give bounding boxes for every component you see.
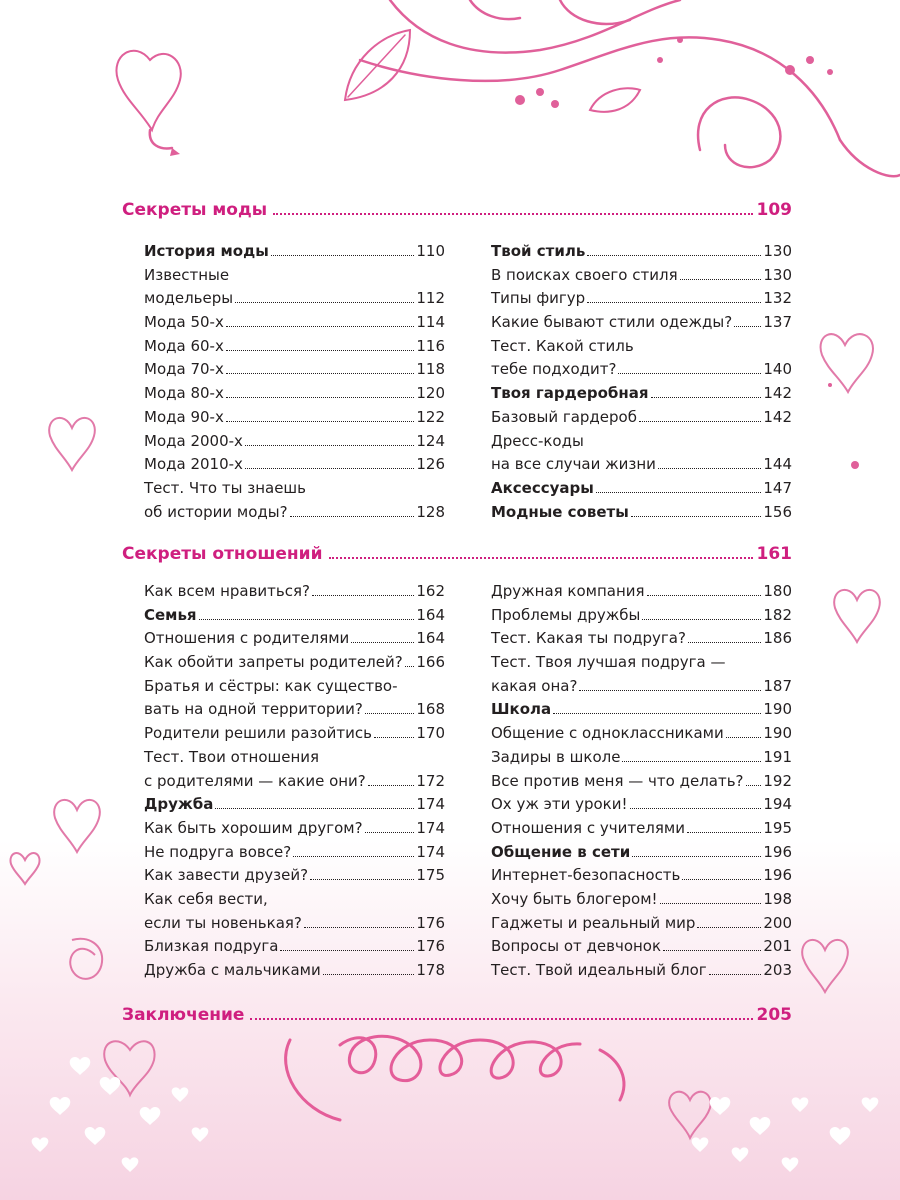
entry-title: Какие бывают стили одежды? xyxy=(491,313,733,332)
entry-page-number: 195 xyxy=(763,818,792,837)
leader-dots xyxy=(405,666,415,667)
toc-entry[interactable] xyxy=(491,455,792,479)
entry-title: Отношения с учителями xyxy=(491,818,685,837)
entry-title: Вопросы от девчонок xyxy=(491,937,662,956)
entry-title: Тест. Какой стиль xyxy=(491,336,634,355)
leader-dots xyxy=(280,950,414,951)
entry-title: об истории моды? xyxy=(144,502,288,521)
toc-entry[interactable] xyxy=(491,961,792,985)
section-heading[interactable] xyxy=(122,544,792,574)
toc-entry[interactable] xyxy=(144,503,445,527)
entry-title: Родители решили разойтись xyxy=(144,724,372,743)
toc-entry[interactable] xyxy=(491,937,792,961)
entry-page-number: 156 xyxy=(763,502,792,521)
leader-dots xyxy=(368,785,415,786)
toc-entry xyxy=(491,432,792,456)
entry-title: Как всем нравиться? xyxy=(144,582,310,600)
leader-dots xyxy=(587,255,761,256)
entry-title: Братья и сёстры: как существо- xyxy=(144,676,398,695)
entry-title: Дружба с мальчиками xyxy=(144,961,321,979)
entry-title: Тест. Твоя лучшая подруга — xyxy=(491,653,726,672)
entry-page-number: 114 xyxy=(416,313,445,332)
toc-entry[interactable] xyxy=(491,772,792,796)
entry-title: Тест. Что ты знаешь xyxy=(144,478,306,497)
entry-title: Школа xyxy=(491,700,552,719)
toc-entry[interactable] xyxy=(491,914,792,938)
toc-subheading[interactable] xyxy=(144,795,445,819)
leader-dots xyxy=(323,974,415,975)
leader-dots xyxy=(746,785,762,786)
toc-entry[interactable] xyxy=(144,432,445,456)
leader-dots xyxy=(312,595,414,596)
leader-dots xyxy=(642,619,761,620)
entry-title: Дресс-коды xyxy=(491,431,584,450)
toc-subheading[interactable] xyxy=(491,700,792,724)
toc-entry[interactable] xyxy=(144,629,445,653)
toc-section-fashion xyxy=(122,200,792,521)
toc-entry[interactable] xyxy=(491,866,792,890)
entry-title: Дружба xyxy=(144,795,214,814)
entry-page-number: 176 xyxy=(416,937,445,956)
toc-entry[interactable] xyxy=(144,866,445,890)
toc-entry xyxy=(144,890,445,914)
entry-page-number: 164 xyxy=(416,605,445,624)
leader-dots xyxy=(587,302,761,303)
leader-dots xyxy=(596,492,762,493)
leader-dots xyxy=(682,879,761,880)
toc-subheading[interactable] xyxy=(144,242,445,266)
toc-entry[interactable] xyxy=(144,724,445,748)
toc-entry[interactable] xyxy=(491,677,792,701)
section-page-number: 161 xyxy=(756,544,792,564)
section-page-number: 205 xyxy=(756,1005,792,1025)
toc-entry[interactable] xyxy=(144,914,445,938)
leader-dots xyxy=(290,516,415,517)
toc-entry[interactable] xyxy=(144,360,445,384)
entry-page-number: 124 xyxy=(416,431,445,450)
section-title: Секреты моды xyxy=(122,200,268,220)
leader-dots xyxy=(271,255,415,256)
entry-title: Дружная компания xyxy=(491,582,645,600)
entry-title: Типы фигур xyxy=(491,289,586,308)
leader-dots xyxy=(245,468,414,469)
entry-title: Как обойти запреты родителей? xyxy=(144,653,403,672)
entry-page-number: 198 xyxy=(763,889,792,908)
entry-title: Как завести друзей? xyxy=(144,866,309,885)
entry-page-number: 120 xyxy=(416,384,445,403)
toc-entry xyxy=(144,479,445,503)
leader-dots xyxy=(709,974,762,975)
toc-entry[interactable] xyxy=(491,795,792,819)
entry-title: В поисках своего стиля xyxy=(491,265,678,284)
entry-page-number: 164 xyxy=(416,629,445,648)
entry-title: какая она? xyxy=(491,676,578,695)
toc-entry[interactable] xyxy=(491,606,792,630)
entry-page-number: 203 xyxy=(763,961,792,979)
entry-title: Как быть хорошим другом? xyxy=(144,818,363,837)
toc-column-right xyxy=(491,582,792,985)
leader-dots xyxy=(660,903,762,904)
toc-entry xyxy=(144,266,445,290)
toc-entry[interactable] xyxy=(144,408,445,432)
leader-dots xyxy=(293,856,414,857)
entry-title: на все случаи жизни xyxy=(491,455,656,474)
toc-entry[interactable] xyxy=(144,653,445,677)
leader-dots xyxy=(734,326,761,327)
leader-dots xyxy=(226,373,415,374)
leader-dots xyxy=(553,713,761,714)
leader-dots xyxy=(658,468,761,469)
entry-page-number: 166 xyxy=(416,653,445,672)
entry-title: Тест. Твои отношения xyxy=(144,747,320,766)
entry-page-number: 192 xyxy=(763,771,792,790)
entry-page-number: 174 xyxy=(416,842,445,861)
toc-entry[interactable] xyxy=(491,266,792,290)
toc-entry[interactable] xyxy=(144,700,445,724)
entry-title: Ох уж эти уроки! xyxy=(491,795,628,814)
entry-title: Мода 2000-х xyxy=(144,431,243,450)
entry-page-number: 194 xyxy=(763,795,792,814)
entry-title: Базовый гардероб xyxy=(491,407,637,426)
toc-section-relationships xyxy=(122,544,792,979)
entry-page-number: 178 xyxy=(416,961,445,979)
toc-entry[interactable] xyxy=(491,819,792,843)
leader-dots xyxy=(199,619,415,620)
entry-page-number: 116 xyxy=(416,336,445,355)
entry-page-number: 180 xyxy=(763,582,792,600)
toc-entry[interactable] xyxy=(144,961,445,985)
entry-title: Гаджеты и реальный мир xyxy=(491,913,696,932)
toc-subheading[interactable] xyxy=(491,843,792,867)
toc-entry xyxy=(491,337,792,361)
leader-dots xyxy=(726,737,762,738)
entry-page-number: 122 xyxy=(416,407,445,426)
entry-page-number: 174 xyxy=(416,818,445,837)
toc-entry[interactable] xyxy=(144,772,445,796)
leader-dots xyxy=(697,927,761,928)
entry-title: Мода 80-х xyxy=(144,384,224,403)
toc-entry[interactable] xyxy=(144,384,445,408)
toc-subheading[interactable] xyxy=(491,479,792,503)
leader-dots xyxy=(250,1018,752,1020)
entry-title: тебе подходит? xyxy=(491,360,617,379)
entry-page-number: 162 xyxy=(416,582,445,600)
toc-column-left xyxy=(144,242,445,526)
leader-dots xyxy=(273,213,752,215)
leader-dots xyxy=(688,642,761,643)
leader-dots xyxy=(631,516,762,517)
entry-page-number: 130 xyxy=(763,265,792,284)
entry-page-number: 176 xyxy=(416,913,445,932)
leader-dots xyxy=(579,690,761,691)
leader-dots xyxy=(304,927,414,928)
entry-title: Мода 50-х xyxy=(144,313,224,332)
entry-title: Хочу быть блогером! xyxy=(491,889,658,908)
toc-entry[interactable] xyxy=(491,748,792,772)
entry-page-number: 112 xyxy=(416,289,445,308)
leader-dots xyxy=(680,279,762,280)
entry-title: вать на одной территории? xyxy=(144,700,363,719)
toc-entry[interactable] xyxy=(144,843,445,867)
entry-title: Не подруга вовсе? xyxy=(144,842,292,861)
entry-page-number: 142 xyxy=(763,384,792,403)
entry-title: Близкая подруга xyxy=(144,937,279,956)
leader-dots xyxy=(226,326,415,327)
entry-page-number: 196 xyxy=(763,866,792,885)
leader-dots xyxy=(663,950,761,951)
entry-title: Интернет-безопасность xyxy=(491,866,681,885)
toc-entry[interactable] xyxy=(144,937,445,961)
leader-dots xyxy=(687,832,761,833)
toc-entry xyxy=(144,677,445,701)
leader-dots xyxy=(618,373,761,374)
toc-entry[interactable] xyxy=(144,819,445,843)
leader-dots xyxy=(365,713,415,714)
entry-page-number: 132 xyxy=(763,289,792,308)
toc-entry[interactable] xyxy=(144,313,445,337)
entry-title: Мода 60-х xyxy=(144,336,224,355)
entry-page-number: 140 xyxy=(763,360,792,379)
entry-page-number: 137 xyxy=(763,313,792,332)
entry-page-number: 191 xyxy=(763,747,792,766)
leader-dots xyxy=(622,761,761,762)
entry-page-number: 130 xyxy=(763,242,792,260)
entry-title: Задиры в школе xyxy=(491,747,621,766)
toc-subheading[interactable] xyxy=(144,606,445,630)
toc-subheading[interactable] xyxy=(491,242,792,266)
entry-page-number: 142 xyxy=(763,407,792,426)
toc-entry[interactable] xyxy=(491,313,792,337)
entry-title: Как себя вести, xyxy=(144,889,268,908)
entry-title: если ты новенькая? xyxy=(144,913,302,932)
entry-title: История моды xyxy=(144,242,269,260)
toc-entry[interactable] xyxy=(491,724,792,748)
entry-title: Мода 70-х xyxy=(144,360,224,379)
section-heading[interactable] xyxy=(122,1005,792,1035)
leader-dots xyxy=(630,808,762,809)
toc-entry xyxy=(491,653,792,677)
leader-dots xyxy=(647,595,762,596)
entry-title: Общение с одноклассниками xyxy=(491,724,724,743)
leader-dots xyxy=(235,302,414,303)
entry-title: модельеры xyxy=(144,289,234,308)
entry-page-number: 126 xyxy=(416,455,445,474)
entry-page-number: 200 xyxy=(763,913,792,932)
toc-section-conclusion xyxy=(122,1005,792,1035)
toc-entry[interactable] xyxy=(144,289,445,313)
entry-page-number: 190 xyxy=(763,724,792,743)
entry-title: Отношения с родителями xyxy=(144,629,350,648)
toc-entry xyxy=(144,748,445,772)
toc-entry[interactable] xyxy=(144,337,445,361)
toc-column-right xyxy=(491,242,792,526)
toc-subheading[interactable] xyxy=(491,384,792,408)
toc-entry[interactable] xyxy=(491,629,792,653)
toc-entry[interactable] xyxy=(144,455,445,479)
section-heading[interactable] xyxy=(122,200,792,230)
entry-page-number: 144 xyxy=(763,455,792,474)
leader-dots xyxy=(310,879,414,880)
leader-dots xyxy=(639,421,761,422)
toc-entry[interactable] xyxy=(491,582,792,606)
toc-subheading[interactable] xyxy=(491,503,792,527)
section-title: Секреты отношений xyxy=(122,544,323,564)
entry-page-number: 196 xyxy=(763,842,792,861)
entry-page-number: 190 xyxy=(763,700,792,719)
toc-entry[interactable] xyxy=(491,360,792,384)
leader-dots xyxy=(226,350,415,351)
entry-title: Мода 90-х xyxy=(144,407,224,426)
leader-dots xyxy=(329,557,753,559)
entry-title: Аксессуары xyxy=(491,478,594,497)
entry-title: с родителями — какие они? xyxy=(144,771,366,790)
entry-title: Проблемы дружбы xyxy=(491,605,641,624)
entry-title: Модные советы xyxy=(491,502,629,521)
leader-dots xyxy=(351,642,414,643)
leader-dots xyxy=(215,808,414,809)
entry-page-number: 175 xyxy=(416,866,445,885)
entry-page-number: 170 xyxy=(416,724,445,743)
entry-title: Тест. Какая ты подруга? xyxy=(491,629,686,648)
toc-entry[interactable] xyxy=(491,289,792,313)
section-title: Заключение xyxy=(122,1005,245,1025)
entry-page-number: 182 xyxy=(763,605,792,624)
leader-dots xyxy=(374,737,414,738)
entry-page-number: 118 xyxy=(416,360,445,379)
entry-page-number: 186 xyxy=(763,629,792,648)
toc-column-left xyxy=(144,582,445,985)
entry-page-number: 128 xyxy=(416,502,445,521)
entry-title: Твой стиль xyxy=(491,242,586,260)
entry-page-number: 187 xyxy=(763,676,792,695)
entry-title: Известные xyxy=(144,265,230,284)
entry-title: Тест. Твой идеальный блог xyxy=(491,961,707,979)
entry-page-number: 168 xyxy=(416,700,445,719)
entry-title: Мода 2010-х xyxy=(144,455,243,474)
entry-title: Общение в сети xyxy=(491,842,631,861)
leader-dots xyxy=(226,421,415,422)
entry-page-number: 172 xyxy=(416,771,445,790)
toc-entry[interactable] xyxy=(491,890,792,914)
entry-page-number: 201 xyxy=(763,937,792,956)
leader-dots xyxy=(245,445,414,446)
leader-dots xyxy=(632,856,761,857)
leader-dots xyxy=(365,832,415,833)
entry-title: Семья xyxy=(144,605,197,624)
toc-entry[interactable] xyxy=(491,408,792,432)
entry-title: Твоя гардеробная xyxy=(491,384,649,403)
section-page-number: 109 xyxy=(756,200,792,220)
entry-page-number: 110 xyxy=(416,242,445,260)
entry-title: Все против меня — что делать? xyxy=(491,771,744,790)
entry-page-number: 147 xyxy=(763,478,792,497)
leader-dots xyxy=(651,397,762,398)
entry-page-number: 174 xyxy=(416,795,445,814)
leader-dots xyxy=(226,397,415,398)
toc-entry[interactable] xyxy=(144,582,445,606)
